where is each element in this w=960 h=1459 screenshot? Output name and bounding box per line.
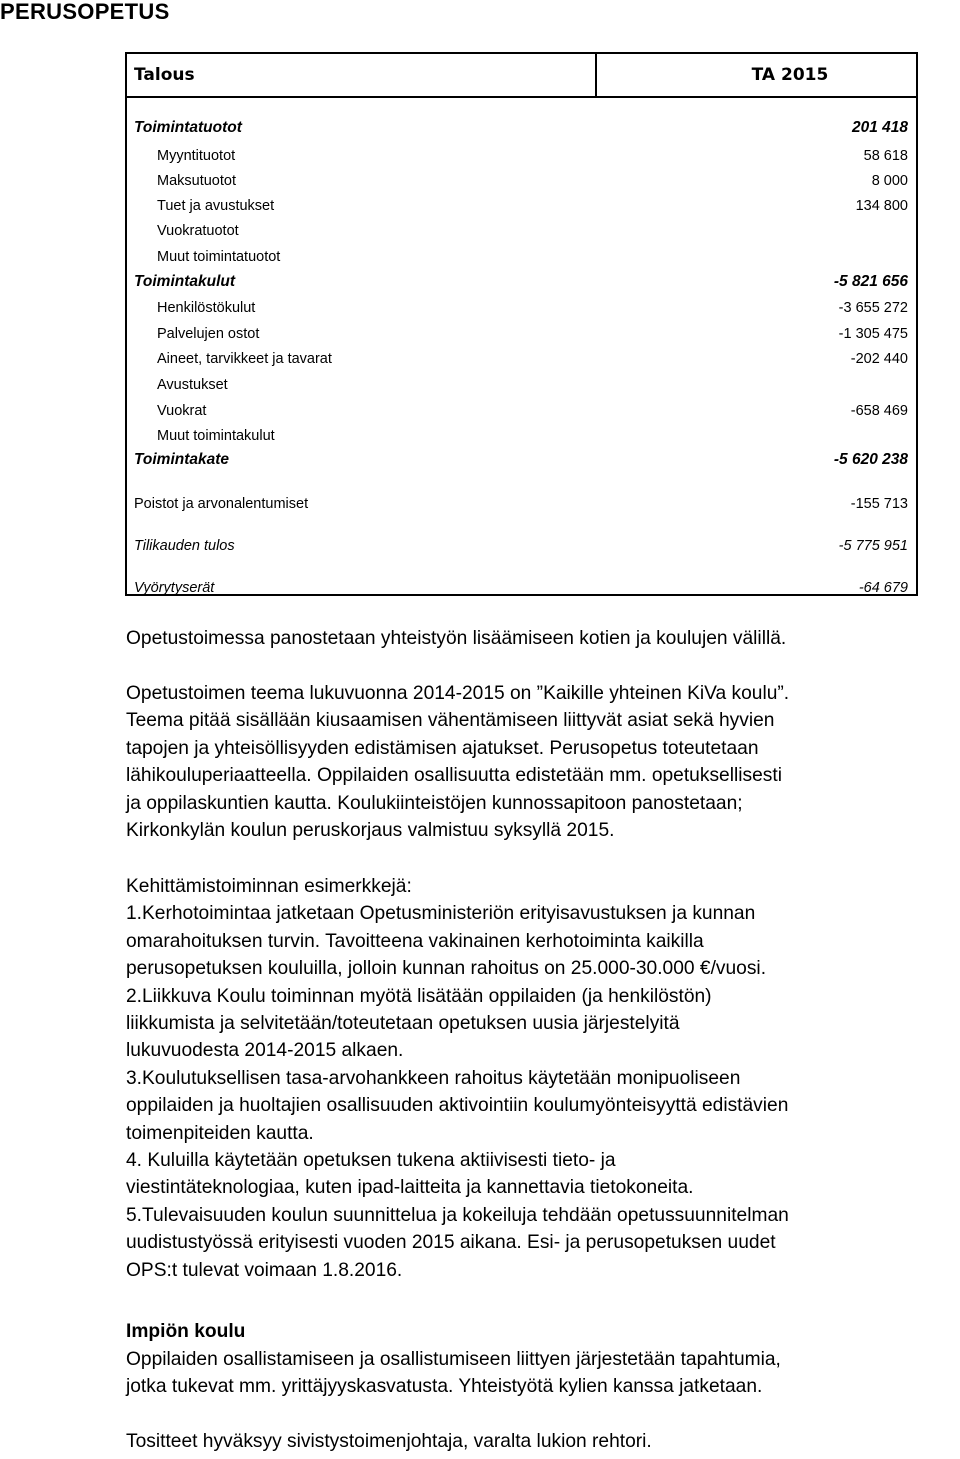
table-row-vyorytyserat [127,577,916,599]
row-label: Tuet ja avustukset [157,198,275,214]
row-value: -5 821 656 [833,273,908,290]
row-value: -1 305 475 [838,326,908,342]
table-row [127,400,916,422]
page-title: PERUSOPETUS [0,0,170,24]
table-header-year: TA 2015 [751,65,829,85]
table-row [127,348,916,370]
row-value: -202 440 [850,351,908,367]
row-label: Avustukset [157,377,228,393]
row-value: 58 618 [863,148,908,164]
row-value: -3 655 272 [838,300,908,316]
table-row [127,297,916,319]
row-label: Toimintakate [134,451,230,468]
row-label: Toimintatuotot [134,119,242,136]
row-label: Palvelujen ostot [157,326,260,342]
row-label: Muut toimintatuotot [157,249,281,265]
table-header-label: Talous [134,65,195,85]
paragraph-kehittaminen: Kehittämistoiminnan esimerkkejä: 1.Kerhotoimintaa jatketaan Opetusministeriön erityisavustuksen ja kunnan omarahoituksen turvin. Tavoitteena vakinainen kerhotoiminta kaikilla perusopetuksen kouluilla, jolloin kunnan rahoitus on 25.000-30.000 €/vuosi. 2.Liikkuva Koulu toiminnan myötä lisätään oppilaiden (ja henkilöstön) liikkumista ja selvitetään/toteutetaan opetuksen uusia järjestelyitä lukuvuodesta 2014-2015 alkaen. 3.Koulutuksellisen tasa-arvohankkeen rahoitus käytetään monipuoliseen oppilaiden ja huoltajien osallisuuden aktivointiin koulumyönteisyyttä edistävien toimenpiteiden kautta. 4. Kuluilla käytetään opetuksen tukena aktiivisesti tieto- ja viestintäteknologiaa, kuten ipad-laitteita ja kannettavia tietokoneita. 5.Tulevaisuuden koulun suunnittelua ja kokeiluja tehdään opetussuunnitelman uudistustyössä erityisesti vuoden 2015 aikana. Esi- ja perusopetuksen uudet OPS:t tulevat voimaan 1.8.2016. [126,876,789,1281]
row-label: Muut toimintakulut [157,428,275,444]
row-value: 134 800 [855,198,908,214]
table-row [127,145,916,167]
table-row [127,374,916,396]
header-divider [595,54,597,96]
header-underline [127,96,916,98]
row-label: Vyörytyserät [134,580,215,596]
row-value: 201 418 [851,119,908,136]
section-heading-impio: Impiön koulu [126,1321,246,1342]
row-label: Tilikauden tulos [134,538,235,554]
paragraph-tositteet: Tositteet hyväksyy sivistystoimenjohtaja, varalta lukion rehtori. [126,1431,652,1452]
row-label: Henkilöstökulut [157,300,256,316]
paragraph-impio: Oppilaiden osallistamiseen ja osallistumiseen liittyen järjestetään tapahtumia, jotka tukevat mm. yrittäjyyskasvatusta. Yhteistyötä kylien kanssa jatketaan. [126,1349,781,1398]
table-row-toimintakulut [127,271,916,293]
row-label: Myyntituotot [157,148,236,164]
row-value: -5 775 951 [838,538,908,554]
row-label: Toimintakulut [134,273,236,290]
table-row [127,170,916,192]
row-label: Poistot ja arvonalentumiset [134,496,309,512]
table-row [127,220,916,242]
row-value: -155 713 [850,496,908,512]
row-value: 8 000 [871,173,908,189]
table-row [127,195,916,217]
row-label: Aineet, tarvikkeet ja tavarat [157,351,332,367]
row-label: Vuokrat [157,403,207,419]
table-row-poistot [127,493,916,515]
table-row [127,425,916,447]
table-row-tilikauden-tulos [127,535,916,557]
row-value: -64 679 [858,580,908,596]
budget-table [125,52,918,596]
paragraph-teema: Opetustoimen teema lukuvuonna 2014-2015 on ”Kaikille yhteinen KiVa koulu”. Teema pitää sisällään kiusaamisen vähentämiseen liittyvät asiat sekä hyvien tapojen ja yhteisöllisyyden edistämisen ajatukset. Perusopetus toteutetaan lähikouluperiaatteella. Oppilaiden osallisuutta edistetään mm. opetuksellisesti ja oppilaskuntien kautta. Koulukiinteistöjen kunnossapitoon panostetaan; Kirkonkylän koulun peruskorjaus valmistuu syksyllä 2015. [126,683,790,842]
table-row [127,246,916,268]
row-value: -5 620 238 [833,451,908,468]
row-label: Vuokratuotot [157,223,239,239]
table-row-toimintatuotot [127,117,916,139]
row-label: Maksutuotot [157,173,236,189]
paragraph-intro: Opetustoimessa panostetaan yhteistyön lisäämiseen kotien ja koulujen välillä. [126,628,787,649]
row-value: -658 469 [850,403,908,419]
table-row [127,323,916,345]
table-row-toimintakate [127,449,916,471]
